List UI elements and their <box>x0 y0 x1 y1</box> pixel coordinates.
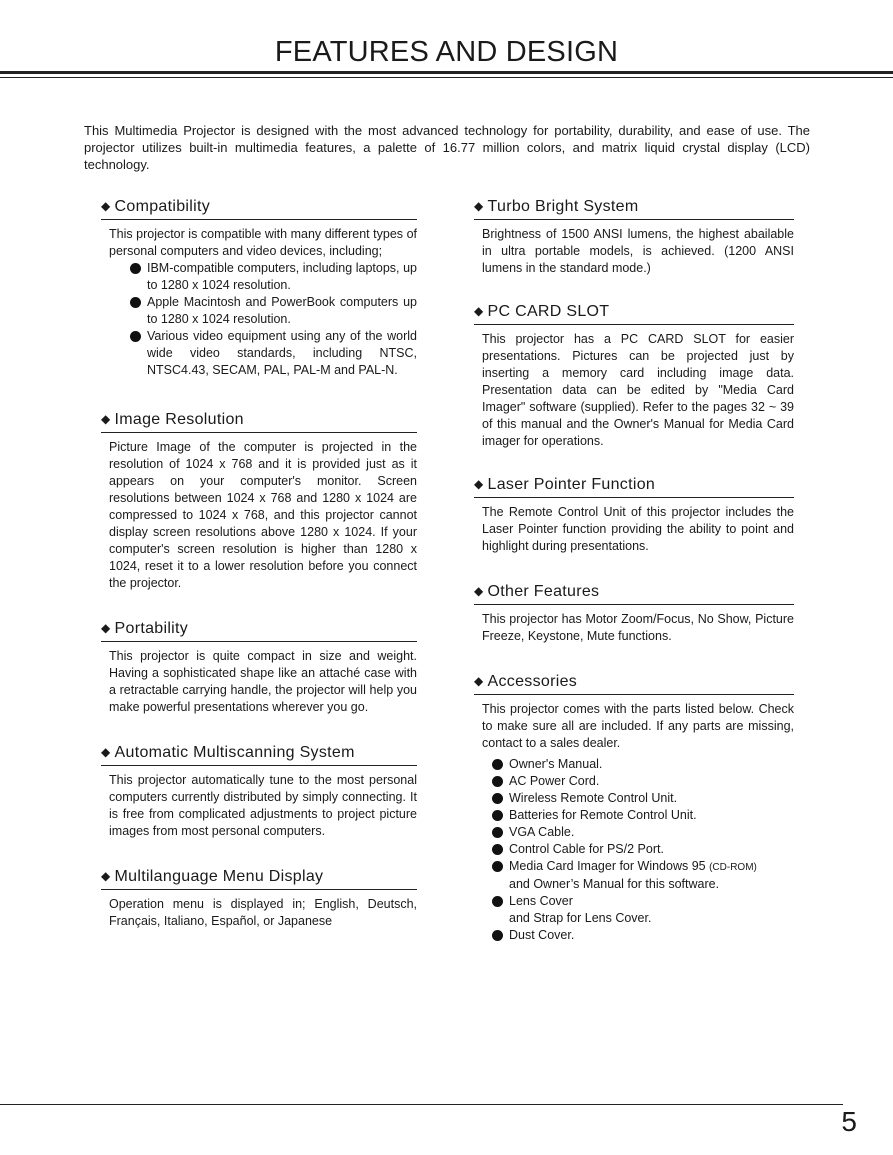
section-compatibility <box>101 196 417 379</box>
list-item <box>492 927 794 944</box>
diamond-bullet-icon: ◆ <box>474 304 484 318</box>
compatibility-list <box>109 260 417 379</box>
heading-label: PC CARD SLOT <box>487 303 610 320</box>
list-item-text-line2: and Owner’s Manual for this software. <box>509 877 720 891</box>
list-item <box>492 893 794 927</box>
page-number: 5 <box>841 1106 857 1137</box>
bullet-dot-icon <box>130 263 141 274</box>
diamond-bullet-icon: ◆ <box>474 199 484 213</box>
list-item <box>130 294 417 328</box>
body-text: Operation menu is displayed in; English, Deutsch, Français, Italiano, Español, or Japanese <box>109 897 417 928</box>
section-body <box>482 701 794 944</box>
body-text: This projector has a PC CARD SLOT for easier presentations. Pictures can be projected just by inserting a memory card including image data. Presentation data can be edited by "Media Card Imager" software (supplied). Refer to the pages 32 ~ 39 of this manual and the Owner's Manual for Media Card imager for operations. <box>482 332 794 448</box>
body-text: This projector has Motor Zoom/Focus, No Show, Picture Freeze, Keystone, Mute functions. <box>482 612 794 643</box>
body-text: This projector is compatible with many different types of personal computers and video devices, including; <box>109 227 417 258</box>
heading-label: Automatic Multiscanning System <box>114 744 355 761</box>
page-title: FEATURES AND DESIGN <box>274 36 619 68</box>
heading-label: Multilanguage Menu Display <box>114 868 324 885</box>
list-item <box>130 260 417 294</box>
diamond-bullet-icon: ◆ <box>474 584 484 598</box>
list-item-text: Owner's Manual. <box>509 757 603 771</box>
section-automatic-multiscanning <box>101 742 417 840</box>
body-text: Picture Image of the computer is projected in the resolution of 1024 x 768 and it is provided just as it appears on your computer's monitor. Screen resolutions between 1024 x 768 and 1280 x 1024 are compressed to 1024 x 768, and this projector cannot display screen resolutions above 1280 x 1024. If your computer's screen resolution is higher than 1280 x 1024, reset it to a lower resolution before you connect the projector. <box>109 440 417 590</box>
list-item <box>492 858 794 893</box>
list-item-text: Dust Cover. <box>509 928 575 942</box>
list-item-text: Batteries for Remote Control Unit. <box>509 808 697 822</box>
body-text: The Remote Control Unit of this projector includes the Laser Pointer function providing the ability to point and highlight during presentations. <box>482 505 794 553</box>
list-item-text: Control Cable for PS/2 Port. <box>509 842 664 856</box>
section-pc-card-slot <box>474 301 794 450</box>
list-item <box>492 773 794 790</box>
section-laser-pointer <box>474 474 794 555</box>
bullet-dot-icon <box>492 776 503 787</box>
heading-label: Image Resolution <box>114 411 244 428</box>
bullet-dot-icon <box>492 896 503 907</box>
list-item <box>492 824 794 841</box>
list-item-text: Media Card Imager for Windows 95 <box>509 859 706 873</box>
section-heading <box>101 409 417 433</box>
section-heading <box>474 196 794 220</box>
body-text: This projector comes with the parts listed below. Check to make sure all are included. If any parts are missing, contact to a sales dealer. <box>482 702 794 750</box>
section-image-resolution <box>101 409 417 592</box>
section-heading <box>101 618 417 642</box>
bullet-dot-icon <box>492 861 503 872</box>
section-other-features <box>474 581 794 645</box>
diamond-bullet-icon: ◆ <box>101 412 111 426</box>
section-heading <box>474 671 794 695</box>
bullet-dot-icon <box>130 331 141 342</box>
bullet-dot-icon <box>492 844 503 855</box>
section-heading <box>101 866 417 890</box>
list-item-text: Apple Macintosh and PowerBook computers up to 1280 x 1024 resolution. <box>147 295 417 326</box>
body-text: This projector automatically tune to the most personal computers currently distributed by simply connecting. It is free from complicated adjustments to project picture images from most personal computers. <box>109 773 417 838</box>
heading-label: Portability <box>114 620 189 637</box>
bullet-dot-icon <box>492 827 503 838</box>
bullet-dot-icon <box>492 930 503 941</box>
list-item-text: Various video equipment using any of the world wide video standards, including NTSC, NTSC4.43, SECAM, PAL, PAL-M and PAL-N. <box>147 329 417 377</box>
body-text: This projector is quite compact in size and weight. Having a sophisticated shape like an attaché case with a retractable carrying handle, the projector will help you make powerful presentations wherever you go. <box>109 649 417 714</box>
heading-label: Turbo Bright System <box>487 198 639 215</box>
diamond-bullet-icon: ◆ <box>101 621 111 635</box>
body-text: Brightness of 1500 ANSI lumens, the highest abailable in ultra portable models, is achieved. (1200 ANSI lumens in the standard mode.) <box>482 227 794 275</box>
section-heading <box>474 581 794 605</box>
heading-label: Accessories <box>487 673 578 690</box>
list-item <box>492 807 794 824</box>
list-item <box>130 328 417 379</box>
cd-rom-note: (CD-ROM) <box>709 862 757 873</box>
list-item-text: IBM-compatible computers, including laptops, up to 1280 x 1024 resolution. <box>147 261 417 292</box>
bullet-dot-icon <box>492 793 503 804</box>
heading-label: Other Features <box>487 583 600 600</box>
bullet-dot-icon <box>492 810 503 821</box>
bullet-dot-icon <box>130 297 141 308</box>
list-item-text-line2: and Strap for Lens Cover. <box>509 911 652 925</box>
heading-label: Laser Pointer Function <box>487 476 656 493</box>
list-item <box>492 790 794 807</box>
list-item <box>492 841 794 858</box>
section-heading <box>474 301 794 325</box>
list-item-text: VGA Cable. <box>509 825 575 839</box>
intro-paragraph: This Multimedia Projector is designed with the most advanced technology for portability, durability, and ease of use. The projector utilizes built-in multimedia features, a palette of 16.77 million colors, and matrix liquid crystal display (LCD) technology. <box>84 123 810 172</box>
section-heading <box>101 196 417 220</box>
list-item-text: AC Power Cord. <box>509 774 600 788</box>
bullet-dot-icon <box>492 759 503 770</box>
title-rule <box>0 71 893 74</box>
list-item-text: Lens Cover <box>509 894 573 908</box>
diamond-bullet-icon: ◆ <box>101 745 111 759</box>
accessories-list <box>482 756 794 944</box>
section-accessories <box>474 671 794 944</box>
section-portability <box>101 618 417 716</box>
diamond-bullet-icon: ◆ <box>474 477 484 491</box>
diamond-bullet-icon: ◆ <box>101 869 111 883</box>
heading-label: Compatibility <box>114 198 211 215</box>
section-body <box>109 226 417 379</box>
section-heading <box>474 474 794 498</box>
section-multilanguage-menu <box>101 866 417 930</box>
section-turbo-bright <box>474 196 794 277</box>
right-column <box>474 196 794 944</box>
list-item-text: Wireless Remote Control Unit. <box>509 791 678 805</box>
diamond-bullet-icon: ◆ <box>101 199 111 213</box>
left-column <box>101 196 417 930</box>
list-item <box>492 756 794 773</box>
title-rule-thin <box>0 77 893 78</box>
section-heading <box>101 742 417 766</box>
diamond-bullet-icon: ◆ <box>474 674 484 688</box>
footer-rule <box>0 1104 843 1105</box>
